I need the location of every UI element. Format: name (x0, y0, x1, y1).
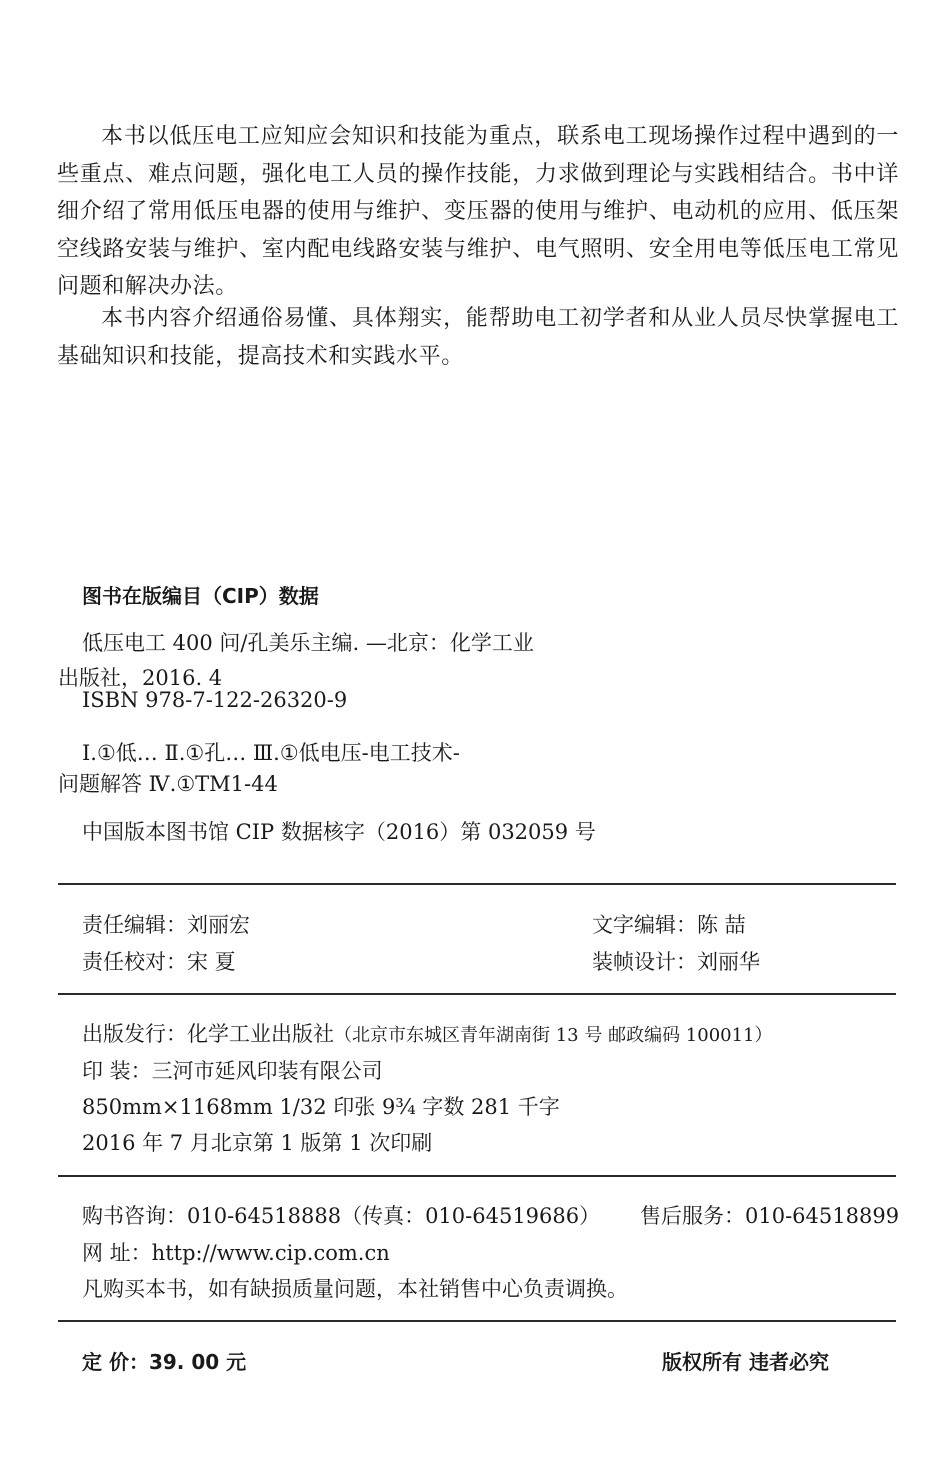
divider-2 (58, 993, 896, 995)
cip-record-number: 中国版本图书馆 CIP 数据核字（2016）第 032059 号 (82, 820, 596, 844)
replacement-notice: 凡购买本书，如有缺损质量问题，本社销售中心负责调换。 (82, 1277, 628, 1301)
website: 网 址：http://www.cip.com.cn (82, 1241, 390, 1265)
after-sales-contact: 售后服务：010-64518899 (640, 1204, 900, 1228)
divider-1 (58, 883, 896, 885)
divider-4 (58, 1320, 896, 1322)
divider-3 (58, 1175, 896, 1177)
credit-text-editor: 文字编辑：陈 喆 (592, 913, 746, 937)
printer-info: 印 装：三河市延风印装有限公司 (82, 1059, 383, 1083)
credit-editor: 责任编辑：刘丽宏 (82, 913, 250, 937)
cip-publisher-line: 出版社，2016. 4 (58, 666, 223, 690)
summary-paragraph-1: 本书以低压电工应知应会知识和技能为重点，联系电工现场操作过程中遇到的一些重点、难点问题，强化电工人员的操作技能，力求做到理论与实践相结合。书中详细介绍了常用低压电器的使用与维护、变压器的使用与维护、电动机的应用、低压架空线路安装与维护、室内配电线路安装与维护、电气照明、安全用电等低压电工常见问题和解决办法。 (57, 124, 899, 299)
cip-title-line: 低压电工 400 问/孔美乐主编. —北京：化学工业 (82, 631, 534, 655)
edition-info: 2016 年 7 月北京第 1 版第 1 次印刷 (82, 1131, 433, 1155)
cip-isbn: ISBN 978-7-122-26320-9 (82, 688, 348, 712)
publisher-label: 出版发行：化学工业出版社 (82, 1022, 334, 1046)
cip-subject-line-2: 问题解答 Ⅳ.①TM1-44 (58, 772, 278, 796)
copyright-notice: 版权所有 违者必究 (662, 1350, 829, 1374)
format-info: 850mm×1168mm 1/32 印张 9¾ 字数 281 千字 (82, 1095, 560, 1119)
credit-proofreader: 责任校对：宋 夏 (82, 950, 236, 974)
summary-paragraph-2: 本书内容介绍通俗易懂、具体翔实，能帮助电工初学者和从业人员尽快掌握电工基础知识和技能，提高技术和实践水平。 (57, 306, 899, 369)
cip-subject-line: Ⅰ.①低… Ⅱ.①孔… Ⅲ.①低电压-电工技术- (82, 741, 460, 765)
cip-heading: 图书在版编目（CIP）数据 (82, 584, 319, 608)
price: 定 价：39. 00 元 (82, 1350, 247, 1374)
publisher-info (82, 1018, 773, 1048)
purchase-contact: 购书咨询：010-64518888（传真：010-64519686） (82, 1204, 601, 1228)
credit-designer: 装帧设计：刘丽华 (592, 950, 760, 974)
publisher-address: （北京市东城区青年湖南街 13 号 邮政编码 100011） (334, 1025, 773, 1046)
